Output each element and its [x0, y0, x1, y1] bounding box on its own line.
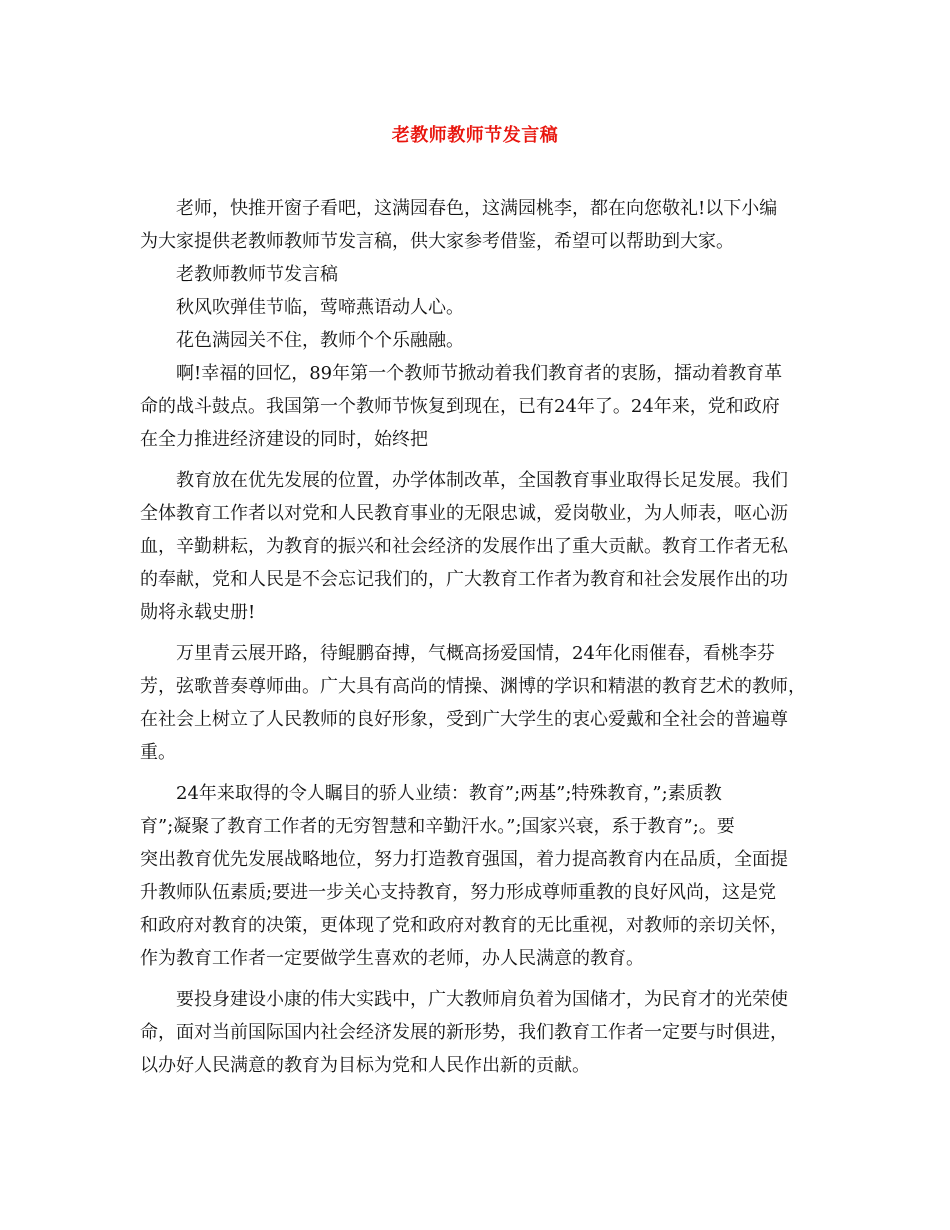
paragraph-line: 重。: [140, 742, 176, 763]
paragraph-line: 为大家提供老教师教师节发言稿，供大家参考借鉴，希望可以帮助到大家。: [140, 231, 734, 252]
paragraph-line: 的奉献，党和人民是不会忘记我们的，广大教育工作者为教育和社会发展作出的功: [140, 569, 788, 590]
paragraph: [140, 291, 816, 324]
paragraph: [140, 192, 816, 258]
paragraph-line: 24年来取得的令人瞩目的骄人业绩：教育”;两基”;特殊教育，”;素质教: [176, 783, 722, 804]
paragraph-line: 芳，弦歌普奏尊师曲。广大具有高尚的情操、渊博的学识和精湛的教育艺术的教师，: [140, 676, 806, 697]
paragraph-line: 全体教育工作者以对党和人民教育事业的无限忠诚，爱岗敬业，为人师表，呕心沥: [140, 503, 788, 524]
paragraph-line: 要投身建设小康的伟大实践中，广大教师肩负着为国储才，为民育才的光荣使: [176, 989, 788, 1010]
paragraph: [140, 324, 816, 357]
paragraph-line: 万里青云展开路，待鲲鹏奋搏，气概高扬爱国情，24年化雨催春，看桃李芬: [176, 643, 775, 664]
paragraph-line: 秋风吹弹佳节临，莺啼燕语动人心。: [176, 297, 464, 318]
paragraph-line: 升教师队伍素质;要进一步关心支持教育，努力形成尊师重教的良好风尚，这是党: [140, 882, 777, 903]
paragraph-line: 教育放在优先发展的位置，办学体制改革，全国教育事业取得长足发展。我们: [176, 470, 788, 491]
paragraph: [140, 357, 816, 456]
paragraph-line: 血，辛勤耕耘，为教育的振兴和社会经济的发展作出了重大贡献。教育工作者无私: [140, 536, 788, 557]
paragraph-line: 老师，快推开窗子看吧，这满园春色，这满园桃李，都在向您敬礼!以下小编: [176, 198, 778, 219]
paragraph-line: 老教师教师节发言稿: [176, 264, 338, 285]
paragraph-line: 作为教育工作者一定要做学生喜欢的老师，办人民满意的教育。: [140, 948, 644, 969]
paragraph-line: 在社会上树立了人民教师的良好形象，受到广大学生的衷心爱戴和全社会的普遍尊: [140, 709, 788, 730]
paragraph-line: 育”;凝聚了教育工作者的无穷智慧和辛勤汗水。”;国家兴衰，系于教育”;。要: [140, 816, 735, 837]
paragraph: [140, 777, 816, 975]
paragraph-line: 和政府对教育的决策，更体现了党和政府对教育的无比重视，对教师的亲切关怀，: [140, 915, 788, 936]
paragraph: [140, 464, 816, 629]
paragraph: [140, 258, 816, 291]
paragraph-line: 在全力推进经济建设的同时，始终把: [140, 429, 428, 450]
paragraph-line: 命的战斗鼓点。我国第一个教师节恢复到现在，已有24年了。24年来，党和政府: [140, 396, 780, 417]
document-body: [140, 192, 816, 1082]
paragraph-line: 以办好人民满意的教育为目标为党和人民作出新的贡献。: [140, 1055, 590, 1076]
paragraph-line: 突出教育优先发展战略地位，努力打造教育强国，着力提高教育内在品质，全面提: [140, 849, 788, 870]
paragraph: [140, 637, 816, 769]
paragraph: [140, 983, 816, 1082]
document-title: 老教师教师节发言稿: [391, 125, 559, 146]
paragraph-line: 啊!幸福的回忆，89年第一个教师节掀动着我们教育者的衷肠，擂动着教育革: [176, 363, 783, 384]
paragraph-line: 命，面对当前国际国内社会经济发展的新形势，我们教育工作者一定要与时俱进，: [140, 1022, 788, 1043]
paragraph-line: 勋将永载史册!: [140, 602, 256, 623]
paragraph-line: 花色满园关不住，教师个个乐融融。: [176, 330, 464, 351]
